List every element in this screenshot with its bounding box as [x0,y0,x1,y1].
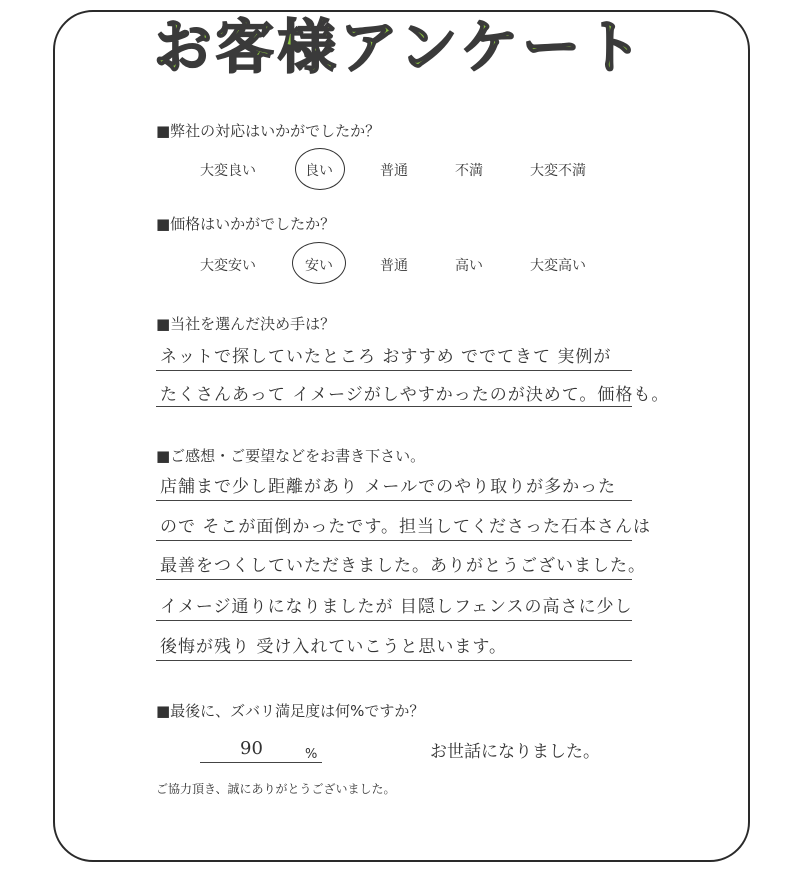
satisfaction-rule [200,762,322,763]
answer-line: イメージ通りになりましたが 目隠しフェンスの高さに少し [160,597,633,617]
option-price-cheap[interactable]: 安い [305,258,333,274]
option-price-expensive[interactable]: 高い [455,258,483,274]
question-price: ■価格はいかがでしたか？ [156,215,336,233]
option-service-very-good[interactable]: 大変良い [200,163,256,179]
answer-line: ネットで探していたところ おすすめ ででてきて 実例が [160,347,612,367]
satisfaction-value[interactable]: 90 [240,738,263,759]
option-service-normal[interactable]: 普通 [380,163,408,179]
option-price-normal[interactable]: 普通 [380,258,408,274]
answer-line: 最善をつくしていただきました。ありがとうございました。 [160,556,646,576]
option-price-very-expensive[interactable]: 大変高い [530,258,586,274]
footer-thanks: ご協力頂き、誠にありがとうございました。 [156,782,396,796]
question-comments: ■ご感想・ご要望などをお書き下さい。 [156,447,426,465]
option-service-dissatisfied[interactable]: 不満 [455,163,483,179]
answer-line: 店舗まで少し距離があり メールでのやり取りが多かった [160,477,617,497]
answer-rule [156,406,632,407]
answer-rule [156,620,632,621]
option-price-very-cheap[interactable]: 大変安い [200,258,256,274]
answer-line: ので そこが面倒かったです。担当してくださった石本さんは [160,517,652,537]
page-title: お客様アンケート [153,13,647,81]
answer-rule [156,540,632,541]
answer-rule [156,660,632,661]
answer-line: たくさんあって イメージがしやすかったのが決めて。価格も。 [160,385,670,405]
handwritten-note: お世話になりました。 [430,742,600,762]
question-satisfaction: ■最後に、ズバリ満足度は何%ですか？ [156,702,425,720]
answer-rule [156,370,632,371]
option-service-very-dissatisfied[interactable]: 大変不満 [530,163,586,179]
percent-unit: % [305,747,318,762]
question-deciding-factor: ■当社を選んだ決め手は？ [156,315,336,333]
selected-circle-service [295,148,345,190]
answer-rule [156,500,632,501]
answer-line: 後悔が残り 受け入れていこうと思います。 [160,637,508,657]
question-service: ■弊社の対応はいかがでしたか？ [156,122,381,140]
selected-circle-price [292,242,346,284]
answer-rule [156,579,632,580]
option-service-good[interactable]: 良い [305,163,333,179]
